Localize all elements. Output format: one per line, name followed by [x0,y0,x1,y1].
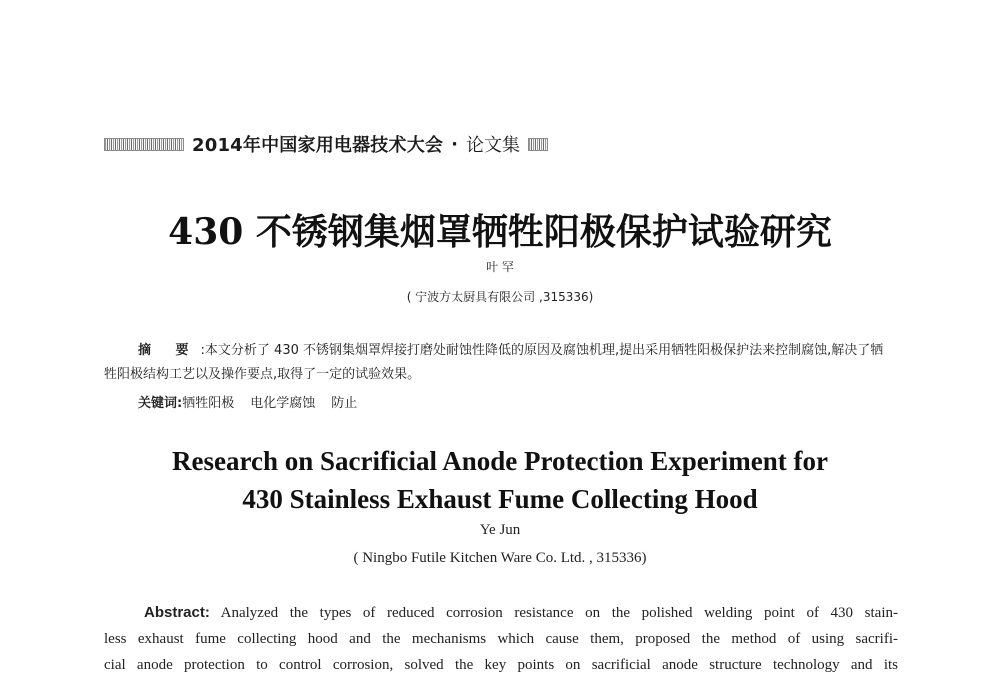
affiliation-en: ( Ningbo Futile Kitchen Ware Co. Ltd. , 315336) [353,550,647,566]
journal-title: 2014年中国家用电器技术大会 [192,135,444,156]
header-decoration-left [104,138,184,151]
journal-header [104,132,548,156]
abstract-en-text: Analyzed the types of reduced corrosion resistance on the polished welding point of 430 stain- [220,605,898,621]
keyword-item: 防止 [331,396,358,411]
keywords-zh-label: 关键词: [138,396,183,411]
journal-separator: · [451,133,458,155]
paper-title-en-line2: 430 Stainless Exhaust Fume Collecting Hood [242,484,758,514]
abstract-zh [104,339,896,387]
keyword-item: 牺牲阳极 [182,396,235,411]
author-en: Ye Jun [479,522,521,538]
author-zh: 叶 罕 [486,260,514,274]
abstract-en-line: cial anode protection to control corrosion, solved the key points on sacrificial anode structure technology and its [104,657,898,673]
header-decoration-right [528,138,548,151]
abstract-en [104,600,898,678]
abstract-en-label: Abstract: [144,604,210,621]
abstract-en-line: less exhaust fume collecting hood and the mechanisms which cause them, proposed the method of using sacrifi- [104,631,898,647]
journal-subtitle: 论文集 [465,135,520,156]
paper-title-en [0,442,1000,518]
paper-title-en-line1: Research on Sacrificial Anode Protection Experiment for [172,446,828,476]
paper-title-zh: 430 不锈钢集烟罩牺牲阳极保护试验研究 [168,211,832,253]
abstract-en-line [104,600,898,626]
keywords-zh [138,394,373,414]
keyword-item: 电化学腐蚀 [250,396,316,411]
abstract-zh-label: 摘 要 [138,343,199,358]
abstract-zh-text: 本文分析了 430 不锈钢集烟罩焊接打磨处耐蚀性降低的原因及腐蚀机理,提出采用牺牲阳极保护法来控制腐蚀,解决了牺牲阳极结构工艺以及操作要点,取得了一定的试验效果。 [104,343,884,382]
affiliation-zh: ( 宁波方太厨具有限公司 ,315336) [406,290,594,304]
abstract-zh-colon: : [200,343,205,358]
